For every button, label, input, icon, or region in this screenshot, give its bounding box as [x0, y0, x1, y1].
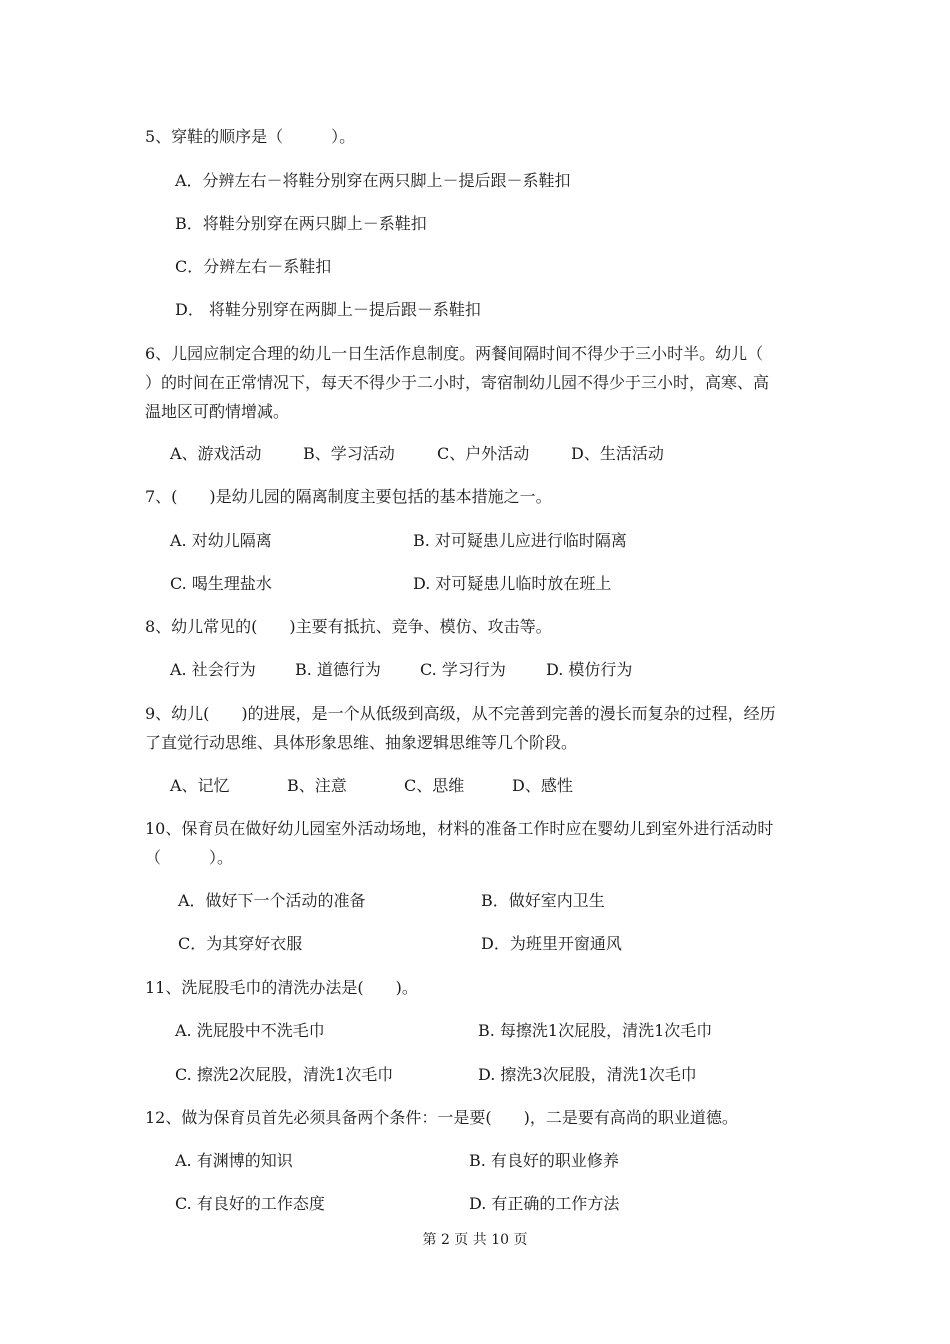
question-7-option-b: B. 对可疑患儿应进行临时隔离: [413, 531, 627, 550]
question-9-stem-line1: 9、幼儿( )的进展，是一个从低级到高级，从不完善到完善的漫长而复杂的过程，经历: [145, 704, 776, 723]
question-7-option-c: C. 喝生理盐水: [170, 574, 272, 593]
question-10-option-a: A．做好下一个活动的准备: [178, 891, 366, 910]
question-12-option-d: D. 有正确的工作方法: [469, 1194, 620, 1213]
question-9-option-b: B、注意: [287, 776, 347, 795]
question-9-option-d: D、感性: [512, 776, 573, 795]
question-8-option-d: D. 模仿行为: [546, 660, 633, 679]
question-12-stem: 12、做为保育员首先必须具备两个条件：一是要( )，二是要有高尚的职业道德。: [145, 1108, 738, 1127]
question-8-stem: 8、幼儿常见的( )主要有抵抗、竞争、模仿、攻击等。: [145, 617, 552, 636]
question-5-stem: 5、穿鞋的顺序是（ ）。: [145, 127, 356, 146]
question-10-option-d: D．为班里开窗通风: [481, 934, 622, 953]
question-12-option-c: C. 有良好的工作态度: [175, 1194, 325, 1213]
question-6-stem-line2: ）的时间在正常情况下，每天不得少于二小时，寄宿制幼儿园不得少于三小时，高寒、高: [145, 373, 770, 392]
question-8-option-a: A. 社会行为: [170, 660, 256, 679]
question-8-option-c: C. 学习行为: [420, 660, 506, 679]
question-8-option-b: B. 道德行为: [295, 660, 381, 679]
page-number-footer: 第 2 页 共 10 页: [422, 1232, 528, 1248]
question-5-option-a: A．分辨左右－将鞋分别穿在两只脚上－提后跟－系鞋扣: [175, 171, 571, 190]
question-11-stem: 11、洗屁股毛巾的清洗办法是( )。: [145, 978, 418, 997]
question-7-stem: 7、( )是幼儿园的隔离制度主要包括的基本措施之一。: [145, 487, 552, 506]
question-11-option-b: B. 每擦洗1次屁股，清洗1次毛巾: [478, 1021, 713, 1040]
question-6-option-b: B、学习活动: [303, 444, 395, 463]
question-7-option-d: D. 对可疑患儿临时放在班上: [413, 574, 612, 593]
question-6-option-c: C、户外活动: [437, 444, 530, 463]
question-9-option-a: A、记忆: [170, 776, 230, 795]
question-6-option-d: D、生活活动: [571, 444, 664, 463]
question-9-stem-line2: 了直觉行动思维、具体形象思维、抽象逻辑思维等几个阶段。: [145, 733, 578, 752]
question-12-option-a: A. 有渊博的知识: [175, 1151, 293, 1170]
question-11-option-c: C. 擦洗2次屁股，清洗1次毛巾: [175, 1065, 394, 1084]
question-6-stem-line3: 温地区可酌情增减。: [145, 402, 290, 421]
question-6-stem-line1: 6、儿园应制定合理的幼儿一日生活作息制度。两餐间隔时间不得少于三小时半。幼儿（: [145, 344, 764, 363]
question-10-stem-line1: 10、保育员在做好幼儿园室外活动场地，材料的准备工作时应在婴幼儿到室外进行活动时: [145, 819, 774, 838]
question-12-option-b: B. 有良好的职业修养: [469, 1151, 619, 1170]
question-5-option-c: C．分辨左右－系鞋扣: [175, 257, 332, 276]
question-5-option-b: B．将鞋分别穿在两只脚上－系鞋扣: [175, 214, 427, 233]
question-10-option-c: C．为其穿好衣服: [178, 934, 303, 953]
question-5-option-d: D． 将鞋分别穿在两脚上－提后跟－系鞋扣: [175, 300, 481, 319]
question-6-option-a: A、游戏活动: [170, 444, 262, 463]
question-11-option-a: A. 洗屁股中不洗毛巾: [175, 1021, 325, 1040]
question-10-stem-line2: （ ）。: [145, 848, 234, 867]
question-9-option-c: C、思维: [404, 776, 465, 795]
question-7-option-a: A. 对幼儿隔离: [170, 531, 272, 550]
question-11-option-d: D. 擦洗3次屁股，清洗1次毛巾: [478, 1065, 697, 1084]
question-10-option-b: B．做好室内卫生: [481, 891, 605, 910]
